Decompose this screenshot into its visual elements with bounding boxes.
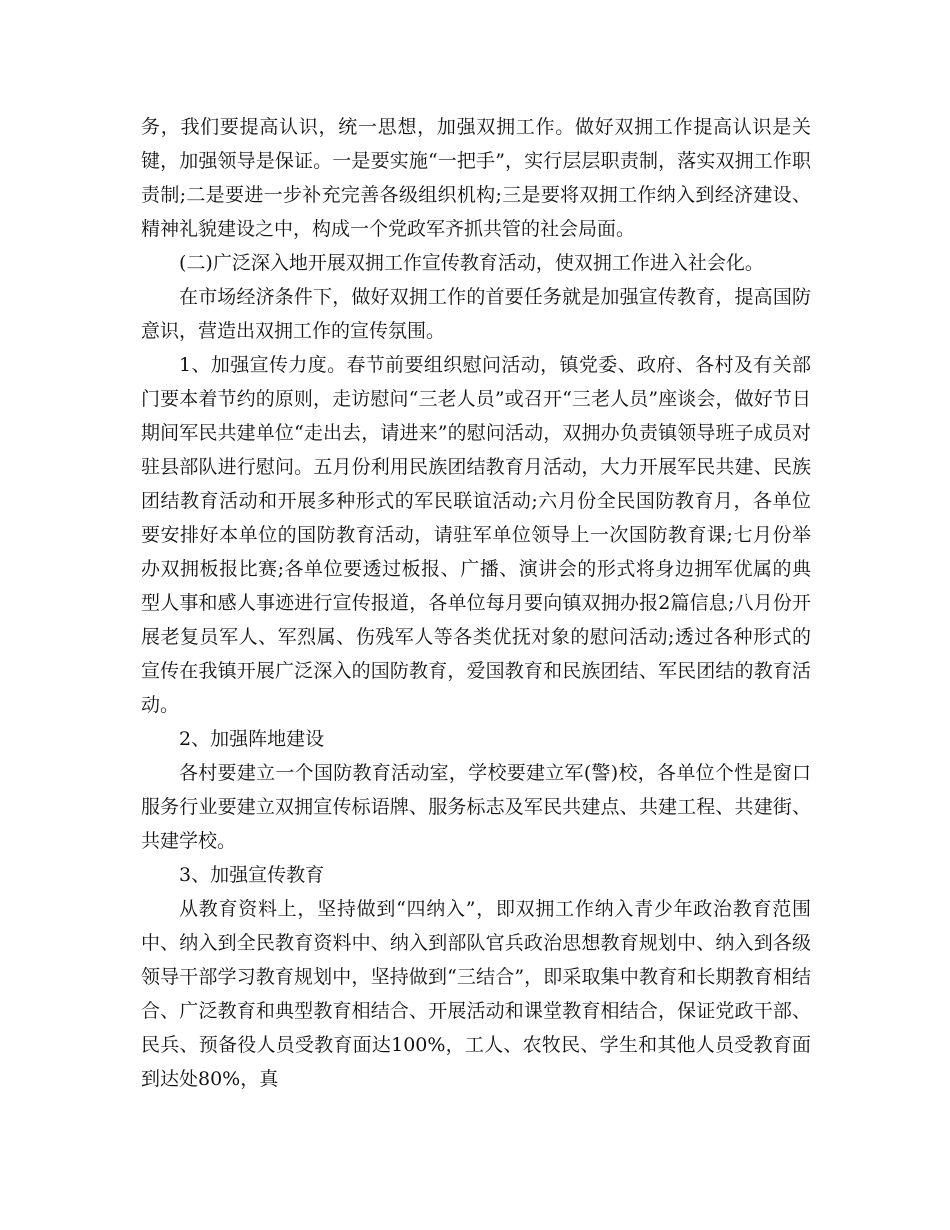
paragraph-market-economy: 在市场经济条件下，做好双拥工作的首要任务就是加强宣传教育，提高国防意识，营造出双拥工作的宣传氛围。 (141, 286, 811, 342)
paragraph-intro-continuation: 务，我们要提高认识，统一思想，加强双拥工作。做好双拥工作提高认识是关键，加强领导是保证。一是要实施“一把手”，实行层层职责制，落实双拥工作职责制;二是要进一步补充完善各级组织机构;三是要将双拥工作纳入到经济建设、精神礼貌建设之中，构成一个党政军齐抓共管的社会局面。 (141, 116, 811, 240)
paragraph-education: 从教育资料上，坚持做到“四纳入”，即双拥工作纳入青少年政治教育范围中、纳入到全民教育资料中、纳入到部队官兵政治思想教育规划中、纳入到各级领导干部学习教育规划中，坚持做到“三结合”，即采取集中教育和长期教育相结合、广泛教育和典型教育相结合、开展活动和课堂教育相结合，保证党政干部、民兵、预备役人员受教育面达100%，工人、农牧民、学生和其他人员受教育面到达处80%，真 (141, 898, 811, 1090)
paragraph-heading-position-building: 2、加强阵地建设 (179, 728, 325, 750)
paragraph-publicity-strength: 1、加强宣传力度。春节前要组织慰问活动，镇党委、政府、各村及有关部门要本着节约的原则，走访慰问“三老人员”或召开“三老人员”座谈会，做好节日期间军民共建单位“走出去，请进来”的慰问活动，双拥办负责镇领导班子成员对驻县部队进行慰问。五月份利用民族团结教育月活动，大力开展军民共建、民族团结教育活动和开展多种形式的军民联谊活动;六月份全民国防教育月，各单位要安排好本单位的国防教育活动，请驻军单位领导上一次国防教育课;七月份举办双拥板报比赛;各单位要透过板报、广播、演讲会的形式将身边拥军优属的典型人事和感人事迹进行宣传报道，各单位每月要向镇双拥办报2篇信息;八月份开展老复员军人、军烈属、伤残军人等各类优抚对象的慰问活动;透过各种形式的宣传在我镇开展广泛深入的国防教育，爱国教育和民族团结、军民团结的教育活动。 (141, 354, 811, 716)
paragraph-section-heading-2: (二)广泛深入地开展双拥工作宣传教育活动，使双拥工作进入社会化。 (179, 252, 764, 274)
paragraph-heading-education: 3、加强宣传教育 (179, 864, 325, 886)
document-page (141, 110, 811, 1096)
paragraph-position-building: 各村要建立一个国防教育活动室，学校要建立军(警)校，各单位个性是窗口服务行业要建立双拥宣传标语牌、服务标志及军民共建点、共建工程、共建街、共建学校。 (141, 762, 811, 852)
